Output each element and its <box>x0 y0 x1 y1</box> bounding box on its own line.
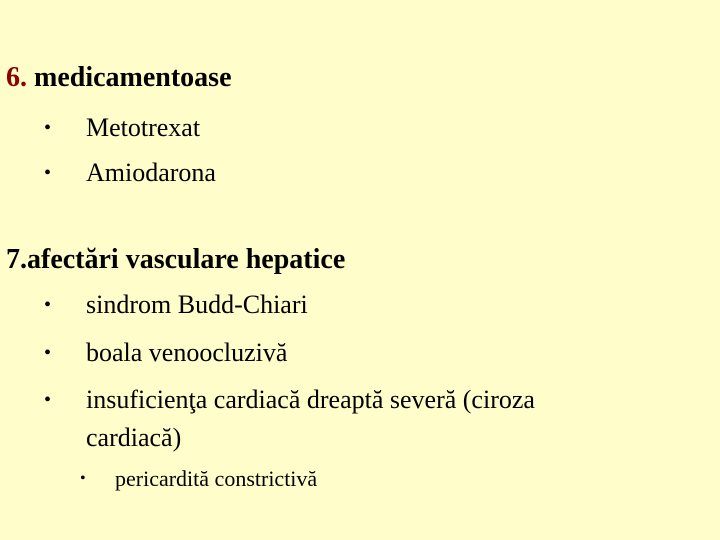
section-7-heading <box>6 244 345 276</box>
list-item-label: Amiodarona <box>86 158 216 187</box>
list-item-continuation: cardiacă) <box>86 423 182 452</box>
list-item-label: insuficienţa cardiacă dreaptă severă (ciroza <box>86 385 535 414</box>
section-6-number: 6. <box>6 62 27 93</box>
bullet-icon: • <box>44 342 52 364</box>
section-6-title: medicamentoase <box>34 62 232 93</box>
list-item-label: Metotrexat <box>86 113 201 142</box>
bullet-icon: • <box>44 294 52 316</box>
bullet-icon: • <box>80 470 86 487</box>
bullet-icon: • <box>44 162 52 184</box>
section-6-heading <box>6 62 232 94</box>
bullet-icon: • <box>44 389 52 411</box>
section-7-title: afectări vasculare hepatice <box>27 244 346 275</box>
list-item-label: boala venoocluzivă <box>86 338 288 367</box>
list-item-label: sindrom Budd-Chiari <box>86 290 308 319</box>
bullet-icon: • <box>44 117 52 139</box>
section-7-number: 7. <box>6 244 27 275</box>
sub-list-item-label: pericardită constrictivă <box>115 466 318 491</box>
